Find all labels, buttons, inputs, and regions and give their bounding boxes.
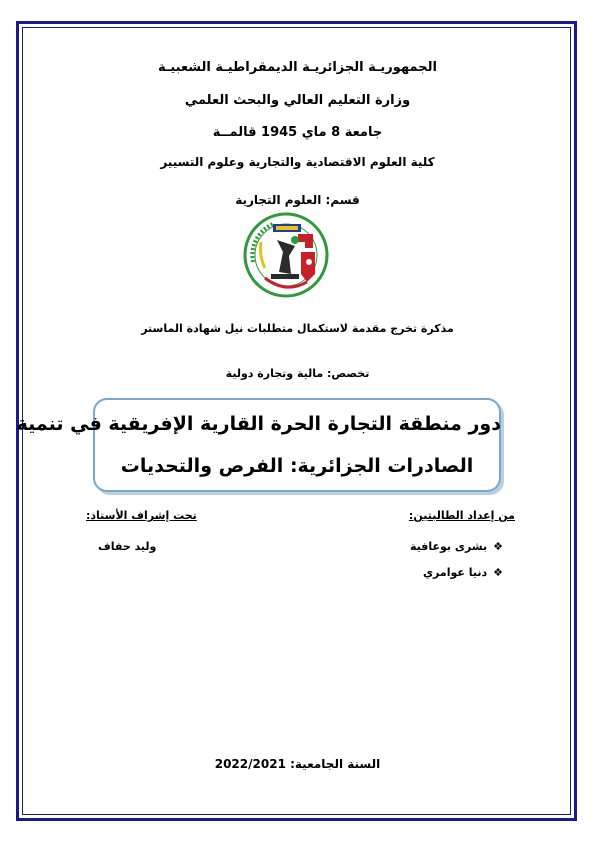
supervisor-name: وليد حفاف [98,540,157,553]
students-label: من إعداد الطالبتين: [408,509,515,522]
thesis-title-line-2: الصادرات الجزائرية: الفرص والتحديات [120,455,474,477]
academic-year [0,757,595,771]
specialization: تخصص: مالية وتجارة دولية [225,367,370,380]
supervisor-label: تحت إشراف الأستاذ: [86,509,197,522]
student-name-text: دنيا عوامري [422,566,488,579]
academic-year-value: 2022/2021 [214,757,286,771]
republic-name: الجمهوريـة الجزائريـة الديمقراطيـة الشعبيـة [158,60,437,75]
diamond-bullet-icon: ❖ [493,566,503,579]
faculty-name: كلية العلوم الاقتصادية والتجارية وعلوم التسيير [160,155,435,169]
student-name-text: بشرى بوعافية [410,540,488,553]
university-seal-icon [243,212,329,298]
department-name: قسم: العلوم التجارية [235,193,360,207]
thesis-title-line-1: دور منطقة التجارة الحرة القارية الإفريقية في تنمية [16,413,501,435]
memo-subtitle: مذكرة تخرج مقدمة لاستكمال متطلبات نيل شهادة الماستر [141,322,454,335]
university-name: جامعة 8 ماي 1945 قالمــة [212,125,383,140]
student-name [423,566,503,579]
diamond-bullet-icon: ❖ [493,540,503,553]
student-name [410,540,503,553]
academic-year-label: السنة الجامعية: [290,757,381,771]
ministry-name: وزارة التعليم العالي والبحث العلمي [184,93,411,108]
